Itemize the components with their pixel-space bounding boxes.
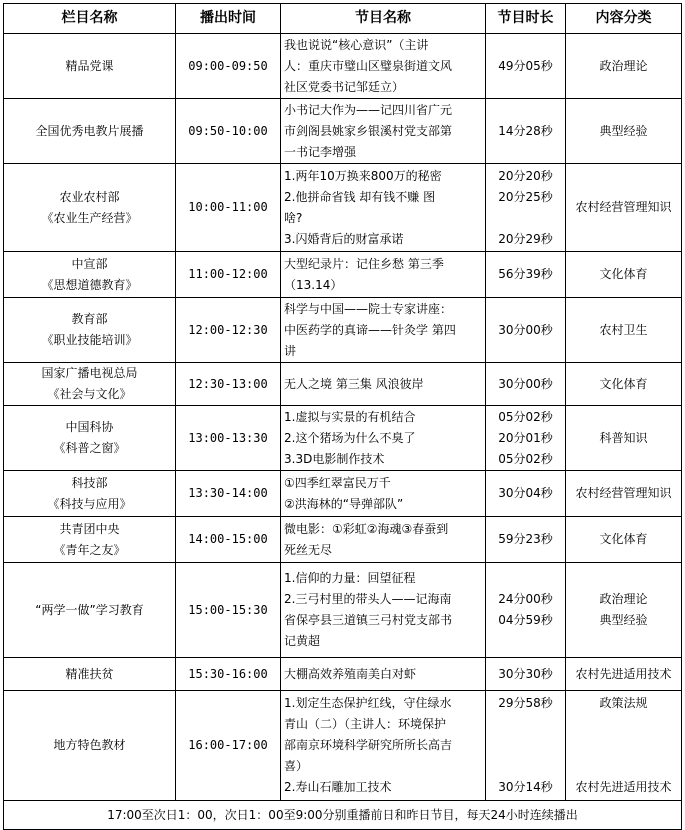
program-name-cell bbox=[281, 691, 486, 801]
program-name-cell-line: 3.闪婚背后的财富承诺 bbox=[284, 231, 404, 246]
column-name-cell-line: 国家广播电视总局 bbox=[41, 366, 138, 380]
column-name-cell bbox=[4, 252, 176, 298]
header-air-time: 播出时间 bbox=[176, 4, 281, 34]
duration-cell-line bbox=[489, 756, 562, 777]
column-name-cell bbox=[4, 691, 176, 801]
header-program-name: 节目名称 bbox=[281, 4, 486, 34]
column-name-cell-line: 中宣部 bbox=[71, 256, 108, 271]
schedule-table bbox=[3, 3, 682, 830]
table-row bbox=[4, 34, 682, 99]
program-name-cell-line: 1.信仰的力量：回望征程 bbox=[284, 571, 416, 585]
footer-note: 17:00至次日1：00，次日1：00至9:00分别重播前日和昨日节目，每天24小时连续播出 bbox=[4, 801, 682, 830]
program-name-cell-line: 人：重庆市璧山区璧泉街道文风 bbox=[284, 58, 453, 73]
category-cell bbox=[566, 471, 682, 517]
table-row bbox=[4, 164, 682, 252]
program-name-cell-line: 微电影：①彩虹②海魂③春蚕到 bbox=[284, 521, 449, 536]
column-name-cell-line: 精准扶贫 bbox=[65, 666, 114, 681]
air-time-cell: 15:00-15:30 bbox=[176, 563, 281, 658]
column-name-cell-line: 农业农村部 bbox=[59, 189, 120, 204]
table-row bbox=[4, 563, 682, 658]
program-name-cell-line: 省保亭县三道镇三弓村党支部书 bbox=[284, 613, 453, 627]
duration-cell-line: 29分58秒 bbox=[498, 696, 553, 710]
duration-cell bbox=[486, 658, 566, 691]
column-name-cell-line: 《思想道德教育》 bbox=[41, 277, 138, 292]
program-name-cell bbox=[281, 164, 486, 252]
category-cell-line bbox=[569, 756, 678, 777]
duration-cell-line: 30分04秒 bbox=[498, 486, 553, 500]
program-name-cell-line: 部南京环境科学研究所所长高吉 bbox=[284, 738, 453, 752]
table-row bbox=[4, 517, 682, 563]
program-name-cell-line: ②洪海林的“导弹部队” bbox=[284, 496, 404, 511]
program-name-cell bbox=[281, 99, 486, 164]
table-row bbox=[4, 471, 682, 517]
duration-cell-line: 05分02秒 bbox=[498, 409, 553, 424]
category-cell-line: 政治理论 bbox=[599, 58, 648, 73]
duration-cell-line: 20分01秒 bbox=[498, 430, 553, 445]
program-name-cell-line: 1.虚拟与实景的有机结合 bbox=[284, 409, 416, 424]
table-row bbox=[4, 658, 682, 691]
category-cell-line: 文化体育 bbox=[599, 532, 648, 546]
category-cell bbox=[566, 517, 682, 563]
duration-cell-line bbox=[489, 208, 562, 229]
header-category: 内容分类 bbox=[566, 4, 682, 34]
category-cell bbox=[566, 658, 682, 691]
column-name-cell bbox=[4, 363, 176, 406]
column-name-cell bbox=[4, 471, 176, 517]
program-name-cell-line: 大棚高效养殖南美白对虾 bbox=[284, 666, 417, 681]
category-cell-line: 政策法规 bbox=[599, 696, 648, 710]
category-cell bbox=[566, 34, 682, 99]
column-name-cell-line: 中国科协 bbox=[65, 420, 114, 434]
category-cell bbox=[566, 99, 682, 164]
category-cell-line: 农村经营管理知识 bbox=[575, 200, 672, 214]
column-name-cell bbox=[4, 658, 176, 691]
program-name-cell-line: 2.他拼命省钱 却有钱不赚 图 bbox=[284, 189, 436, 204]
duration-cell bbox=[486, 406, 566, 471]
program-name-cell-line: 无人之境 第三集 风浪彼岸 bbox=[284, 376, 424, 391]
duration-cell bbox=[486, 363, 566, 406]
air-time-cell: 14:00-15:00 bbox=[176, 517, 281, 563]
program-name-cell bbox=[281, 363, 486, 406]
column-name-cell-line: 《科普之窗》 bbox=[53, 441, 126, 455]
column-name-cell-line: 《农业生产经营》 bbox=[41, 210, 138, 225]
program-name-cell-line: 大型纪录片：记住乡愁 第三季 bbox=[284, 256, 444, 271]
air-time-cell: 16:00-17:00 bbox=[176, 691, 281, 801]
category-cell bbox=[566, 563, 682, 658]
program-name-cell bbox=[281, 517, 486, 563]
table-row bbox=[4, 298, 682, 363]
column-name-cell bbox=[4, 99, 176, 164]
program-name-cell-line: 社区党委书记邹廷立） bbox=[284, 79, 405, 94]
program-name-cell-line: 讲 bbox=[284, 343, 297, 358]
program-name-cell-line: 我也说说“核心意识”（主讲 bbox=[284, 37, 429, 52]
category-cell-line: 农村经营管理知识 bbox=[575, 486, 672, 500]
column-name-cell-line: 教育部 bbox=[71, 312, 108, 326]
header-column-name: 栏目名称 bbox=[4, 4, 176, 34]
duration-cell bbox=[486, 298, 566, 363]
column-name-cell-line: 《青年之友》 bbox=[53, 542, 126, 557]
duration-cell-line bbox=[489, 735, 562, 756]
column-name-cell bbox=[4, 298, 176, 363]
category-cell bbox=[566, 298, 682, 363]
category-cell-line bbox=[569, 735, 678, 756]
column-name-cell-line: 《科技与应用》 bbox=[47, 496, 132, 511]
column-name-cell-line: 全国优秀电教片展播 bbox=[35, 123, 144, 138]
category-cell bbox=[566, 164, 682, 252]
table-row bbox=[4, 99, 682, 164]
category-cell-line: 科普知识 bbox=[599, 430, 648, 445]
duration-cell bbox=[486, 691, 566, 801]
category-cell bbox=[566, 406, 682, 471]
program-name-cell-line: （13.14） bbox=[284, 277, 343, 292]
air-time-cell: 12:30-13:00 bbox=[176, 363, 281, 406]
column-name-cell bbox=[4, 563, 176, 658]
air-time-cell: 11:00-12:00 bbox=[176, 252, 281, 298]
duration-cell-line: 20分29秒 bbox=[498, 231, 553, 246]
duration-cell bbox=[486, 517, 566, 563]
duration-cell bbox=[486, 99, 566, 164]
program-name-cell bbox=[281, 471, 486, 517]
category-cell-line: 农村先进适用技术 bbox=[575, 666, 672, 681]
air-time-cell: 09:00-09:50 bbox=[176, 34, 281, 99]
program-name-cell-line: 科学与中国——院士专家讲座： bbox=[284, 301, 453, 316]
column-name-cell bbox=[4, 517, 176, 563]
column-name-cell-line: “两学一做”学习教育 bbox=[35, 602, 144, 617]
column-name-cell-line: 地方特色教材 bbox=[53, 738, 126, 752]
air-time-cell: 13:30-14:00 bbox=[176, 471, 281, 517]
column-name-cell-line: 共青团中央 bbox=[59, 521, 120, 536]
air-time-cell: 09:50-10:00 bbox=[176, 99, 281, 164]
duration-cell-line: 30分00秒 bbox=[498, 376, 553, 391]
program-name-cell-line: 一书记李增强 bbox=[284, 144, 357, 159]
program-name-cell bbox=[281, 34, 486, 99]
program-name-cell-line: 2.寿山石雕加工技术 bbox=[284, 780, 392, 794]
program-name-cell-line: 记黄超 bbox=[284, 634, 321, 648]
category-cell-line: 典型经验 bbox=[599, 613, 648, 627]
duration-cell-line: 14分28秒 bbox=[498, 123, 553, 138]
duration-cell-line: 20分20秒 bbox=[498, 168, 553, 183]
duration-cell bbox=[486, 34, 566, 99]
category-cell-line: 政治理论 bbox=[599, 592, 648, 606]
column-name-cell bbox=[4, 164, 176, 252]
category-cell-line: 文化体育 bbox=[599, 376, 648, 391]
duration-cell-line: 56分39秒 bbox=[498, 267, 553, 281]
air-time-cell: 12:00-12:30 bbox=[176, 298, 281, 363]
duration-cell bbox=[486, 471, 566, 517]
header-duration: 节目时长 bbox=[486, 4, 566, 34]
duration-cell-line: 20分25秒 bbox=[498, 189, 553, 204]
program-name-cell bbox=[281, 406, 486, 471]
column-name-cell-line: 精品党课 bbox=[65, 58, 114, 73]
program-name-cell bbox=[281, 658, 486, 691]
program-name-cell-line: 3.3D电影制作技术 bbox=[284, 451, 385, 466]
program-name-cell-line: 中医药学的真谛——针灸学 第四 bbox=[284, 322, 456, 337]
header-row bbox=[4, 4, 682, 34]
program-name-cell-line: 死丝无尽 bbox=[284, 542, 333, 557]
program-name-cell-line: 小书记大作为——记四川省广元 bbox=[284, 102, 453, 117]
duration-cell-line: 30分30秒 bbox=[498, 666, 553, 681]
category-cell-line: 文化体育 bbox=[599, 267, 648, 281]
program-name-cell bbox=[281, 252, 486, 298]
duration-cell-line: 24分00秒 bbox=[498, 592, 553, 606]
duration-cell-line: 30分00秒 bbox=[498, 322, 553, 337]
duration-cell-line: 59分23秒 bbox=[498, 532, 553, 546]
category-cell bbox=[566, 691, 682, 801]
duration-cell bbox=[486, 252, 566, 298]
program-name-cell bbox=[281, 563, 486, 658]
category-cell bbox=[566, 252, 682, 298]
program-name-cell-line: 青山（二）（主讲人：环境保护 bbox=[284, 717, 447, 731]
duration-cell-line: 30分14秒 bbox=[498, 780, 553, 794]
air-time-cell: 10:00-11:00 bbox=[176, 164, 281, 252]
program-name-cell-line: 市剑阁县姚家乡银溪村党支部第 bbox=[284, 123, 453, 138]
duration-cell bbox=[486, 164, 566, 252]
air-time-cell: 15:30-16:00 bbox=[176, 658, 281, 691]
duration-cell-line: 05分02秒 bbox=[498, 451, 553, 466]
duration-cell bbox=[486, 563, 566, 658]
category-cell-line: 典型经验 bbox=[599, 123, 648, 138]
program-name-cell-line: 啥? bbox=[284, 210, 303, 225]
program-name-cell bbox=[281, 298, 486, 363]
column-name-cell-line: 《社会与文化》 bbox=[47, 387, 132, 401]
program-name-cell-line: 2.三弓村里的带头人——记海南 bbox=[284, 592, 452, 606]
program-name-cell-line: 1.两年10万换来800万的秘密 bbox=[284, 168, 442, 183]
duration-cell-line: 04分59秒 bbox=[498, 613, 553, 627]
program-name-cell-line: ①四季红翠富民万千 bbox=[284, 475, 391, 490]
duration-cell-line: 49分05秒 bbox=[498, 58, 553, 73]
table-row bbox=[4, 406, 682, 471]
category-cell-line: 农村卫生 bbox=[599, 322, 648, 337]
footer-row bbox=[4, 801, 682, 830]
column-name-cell-line: 科技部 bbox=[71, 475, 108, 490]
program-name-cell-line: 2.这个猪场为什么不臭了 bbox=[284, 430, 416, 445]
table-row bbox=[4, 691, 682, 801]
duration-cell-line bbox=[489, 714, 562, 735]
column-name-cell-line: 《职业技能培训》 bbox=[41, 333, 138, 347]
air-time-cell: 13:00-13:30 bbox=[176, 406, 281, 471]
category-cell bbox=[566, 363, 682, 406]
column-name-cell bbox=[4, 406, 176, 471]
program-name-cell-line: 喜） bbox=[284, 759, 309, 773]
category-cell-line: 农村先进适用技术 bbox=[575, 780, 672, 794]
category-cell-line bbox=[569, 714, 678, 735]
table-row bbox=[4, 252, 682, 298]
table-row bbox=[4, 363, 682, 406]
program-name-cell-line: 1.划定生态保护红线，守住绿水 bbox=[284, 696, 452, 710]
column-name-cell bbox=[4, 34, 176, 99]
